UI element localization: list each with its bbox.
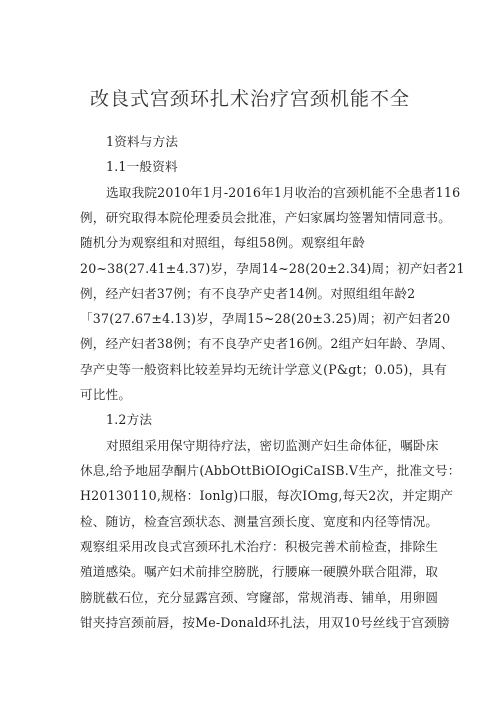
paragraph-line: H20130110,规格：Ionlg)口服，每次IOmg,每天2次，并定期产 [80, 488, 454, 503]
paragraph-line: 例，经产妇者38例；有不良孕产史者16例。2组产妇年龄、孕周、 [80, 336, 454, 351]
subsection-heading: 1.1一般资料 [106, 159, 178, 174]
paragraph-line: 例，研究取得本院伦理委员会批准，产妇家属均签署知情同意书。 [80, 210, 452, 225]
paragraph-line: 选取我院2010年1月-2016年1月收治的宫颈机能不全患者116 [106, 185, 461, 200]
paragraph-line: 可比性。 [80, 387, 132, 402]
paragraph-line: 「37(27.67±4.13)岁，孕周15~28(20±3.25)周；初产妇者20 [80, 311, 451, 326]
paragraph-line: 随机分为观察组和对照组，每组58例。观察组年龄 [80, 235, 366, 250]
subsection-heading: 1.2方法 [106, 412, 153, 427]
paragraph-line: 殖道感染。嘱产妇术前排空膀胱，行腰麻一硬膜外联合阻滞，取 [80, 564, 439, 579]
paragraph-line: 孕产史等一般资料比较差异均无统计学意义(P&gt；0.05)，具有 [80, 362, 447, 377]
paragraph-line: 20~38(27.41±4.37)岁，孕周14~28(20±2.34)周；初产妇者21 [80, 261, 465, 276]
document-title: 改良式宫颈环扎术治疗宫颈机能不全 [89, 88, 410, 110]
paragraph-line: 钳夹持宫颈前唇，按Me-Donald环扎法，用双10号丝线于宫颈膀 [80, 615, 450, 630]
paragraph-line: 观察组采用改良式宫颈环扎术治疗：积极完善术前检查，排除生 [80, 539, 439, 554]
paragraph-line: 对照组采用保守期待疗法，密切监测产妇生命体征，嘱卧床 [106, 438, 439, 453]
paragraph-line: 膀胱截石位，充分显露宫颈、穹窿部，常规消毒、铺单，用卵圆 [80, 590, 439, 605]
section-heading: 1资料与方法 [106, 134, 179, 149]
paragraph-line: 检、随访，检查宫颈状态、测量宫颈长度、宽度和内径等情况。 [80, 514, 439, 529]
paragraph-line: 休息,给予地屈孕酮片(AbbOttBiOIOgiCaISB.V生产，批准文号： [80, 463, 461, 478]
paragraph-line: 例，经产妇者37例；有不良孕产史者14例。对照组组年龄2 [80, 286, 416, 301]
